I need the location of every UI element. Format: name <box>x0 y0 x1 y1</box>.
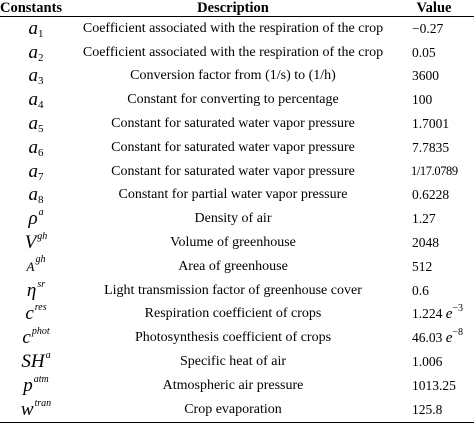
table-row <box>0 65 474 89</box>
constant-symbol <box>0 184 72 208</box>
value-number: −0.27 <box>412 20 444 36</box>
value-number: 1.224 <box>412 305 443 321</box>
constant-value <box>394 326 474 350</box>
constant-symbol <box>0 350 72 374</box>
symbol-superscript: a <box>45 350 51 362</box>
constant-symbol <box>0 279 72 303</box>
constant-symbol <box>0 88 72 112</box>
constant-value <box>394 303 474 327</box>
value-number: 1.27 <box>412 211 436 227</box>
table-row <box>0 160 474 184</box>
symbol-subscript: 1 <box>38 27 44 40</box>
constant-value <box>394 231 474 255</box>
value-number: 125.8 <box>412 401 443 417</box>
constant-value <box>394 184 474 208</box>
constant-description: Specific heat of air <box>179 354 287 370</box>
symbol-subscript: 3 <box>38 75 44 88</box>
table-row <box>0 184 474 208</box>
constant-description: Coefficient associated with the respiration of the crop <box>82 44 384 60</box>
symbol-base: A <box>26 258 35 274</box>
symbol-subscript: 2 <box>38 51 44 64</box>
constant-description: Constant for saturated water vapor pressure <box>111 163 355 179</box>
constant-value <box>394 112 474 136</box>
table-row <box>0 303 474 327</box>
table-row <box>0 207 474 231</box>
constant-description: Constant for saturated water vapor pressure <box>111 139 355 155</box>
constant-value <box>394 207 474 231</box>
constant-symbol <box>0 65 72 89</box>
table-row <box>0 112 474 136</box>
symbol-superscript: sr <box>37 278 46 290</box>
table-row <box>0 231 474 255</box>
constant-description: Area of greenhouse <box>178 258 288 274</box>
symbol-base: a <box>28 89 38 111</box>
symbol-superscript: a <box>38 207 44 219</box>
symbol-superscript: gh <box>37 231 48 243</box>
constant-description: Atmospheric air pressure <box>162 377 304 393</box>
symbol-superscript: res <box>34 302 47 314</box>
symbol-superscript: phot <box>31 326 50 338</box>
constant-symbol <box>0 136 72 160</box>
header-value: Value <box>394 0 474 17</box>
constant-value <box>394 374 474 398</box>
constant-description: Coefficient associated with the respiration of the crop <box>82 20 384 36</box>
constant-value <box>394 88 474 112</box>
symbol-base: w <box>20 398 34 420</box>
value-number: 100 <box>412 92 433 108</box>
table-row <box>0 136 474 160</box>
constant-value <box>394 41 474 65</box>
constant-description: Crop evaporation <box>72 398 394 422</box>
constant-symbol <box>0 255 72 279</box>
constant-description: Light transmission factor of greenhouse cover <box>104 282 362 298</box>
symbol-superscript: gh <box>35 254 46 265</box>
value-exponent: −3 <box>452 302 464 314</box>
symbol-superscript: tran <box>34 397 52 409</box>
value-number: 2048 <box>412 235 439 251</box>
header-constants: Constants <box>0 0 72 17</box>
value-number: 46.03 <box>412 329 443 345</box>
constant-symbol <box>0 160 72 184</box>
symbol-subscript: 4 <box>38 99 44 112</box>
value-exp-base: e <box>445 305 453 322</box>
symbol-superscript: atm <box>33 373 49 385</box>
constant-description: Constant for converting to percentage <box>127 92 339 108</box>
symbol-base: a <box>28 184 38 206</box>
symbol-base: c <box>22 327 31 349</box>
symbol-subscript: 6 <box>38 146 44 159</box>
value-number: 0.6 <box>412 282 429 298</box>
table-row <box>0 255 474 279</box>
table-row <box>0 41 474 65</box>
table-row <box>0 326 474 350</box>
constant-value <box>394 398 474 422</box>
constant-symbol <box>0 398 72 422</box>
constant-description: Constant for partial water vapor pressure <box>118 187 348 203</box>
constant-description: Photosynthesis coefficient of crops <box>134 330 332 346</box>
value-number: 3600 <box>412 68 439 84</box>
value-number: 1/17.0789 <box>411 164 458 179</box>
constant-value <box>394 136 474 160</box>
symbol-base: SH <box>21 351 45 373</box>
header-description: Description <box>72 0 394 17</box>
symbol-base: a <box>28 136 38 158</box>
symbol-base: ρ <box>28 208 38 230</box>
table-row <box>0 279 474 303</box>
table-body <box>0 17 474 423</box>
symbol-base: a <box>28 160 38 182</box>
constant-value <box>394 279 474 303</box>
symbol-subscript: 8 <box>38 194 44 207</box>
constant-description: Constant for saturated water vapor pressure <box>111 116 355 132</box>
constant-description: Volume of greenhouse <box>170 235 296 251</box>
value-number: 7.7835 <box>412 139 450 155</box>
constant-value <box>394 160 474 184</box>
table-row <box>0 398 474 422</box>
table-row <box>0 374 474 398</box>
constant-symbol <box>0 303 72 327</box>
constant-symbol <box>0 17 72 41</box>
symbol-base: η <box>26 279 37 301</box>
table-row <box>0 17 474 41</box>
constant-symbol <box>0 41 72 65</box>
symbol-base: p <box>23 374 33 396</box>
constant-description: Respiration coefficient of crops <box>144 306 322 322</box>
value-number: 512 <box>412 258 433 274</box>
constant-value <box>394 65 474 89</box>
constant-description: Conversion factor from (1/s) to (1/h) <box>130 68 336 84</box>
constant-value <box>394 255 474 279</box>
symbol-base: a <box>28 65 38 87</box>
table-row <box>0 350 474 374</box>
constant-value <box>394 350 474 374</box>
value-number: 0.6228 <box>412 187 450 203</box>
value-number: 1.006 <box>412 354 443 370</box>
value-number: 0.05 <box>412 44 436 60</box>
table-row <box>0 88 474 112</box>
constant-symbol <box>0 231 72 255</box>
constant-symbol <box>0 207 72 231</box>
value-exponent: −8 <box>452 326 464 338</box>
constant-symbol <box>0 374 72 398</box>
table-header-row <box>0 0 474 17</box>
value-number: 1013.25 <box>412 377 456 393</box>
constant-symbol <box>0 326 72 350</box>
symbol-subscript: 5 <box>38 123 44 136</box>
constant-symbol <box>0 112 72 136</box>
symbol-base: a <box>28 113 38 135</box>
symbol-base: a <box>28 17 38 39</box>
value-exp-base: e <box>445 329 453 346</box>
value-number: 1.7001 <box>412 116 450 132</box>
constant-description: Density of air <box>194 211 272 227</box>
symbol-base: c <box>25 303 34 325</box>
symbol-subscript: 7 <box>38 170 44 183</box>
symbol-base: V <box>24 232 37 254</box>
symbol-base: a <box>28 41 38 63</box>
constant-value <box>394 17 474 41</box>
